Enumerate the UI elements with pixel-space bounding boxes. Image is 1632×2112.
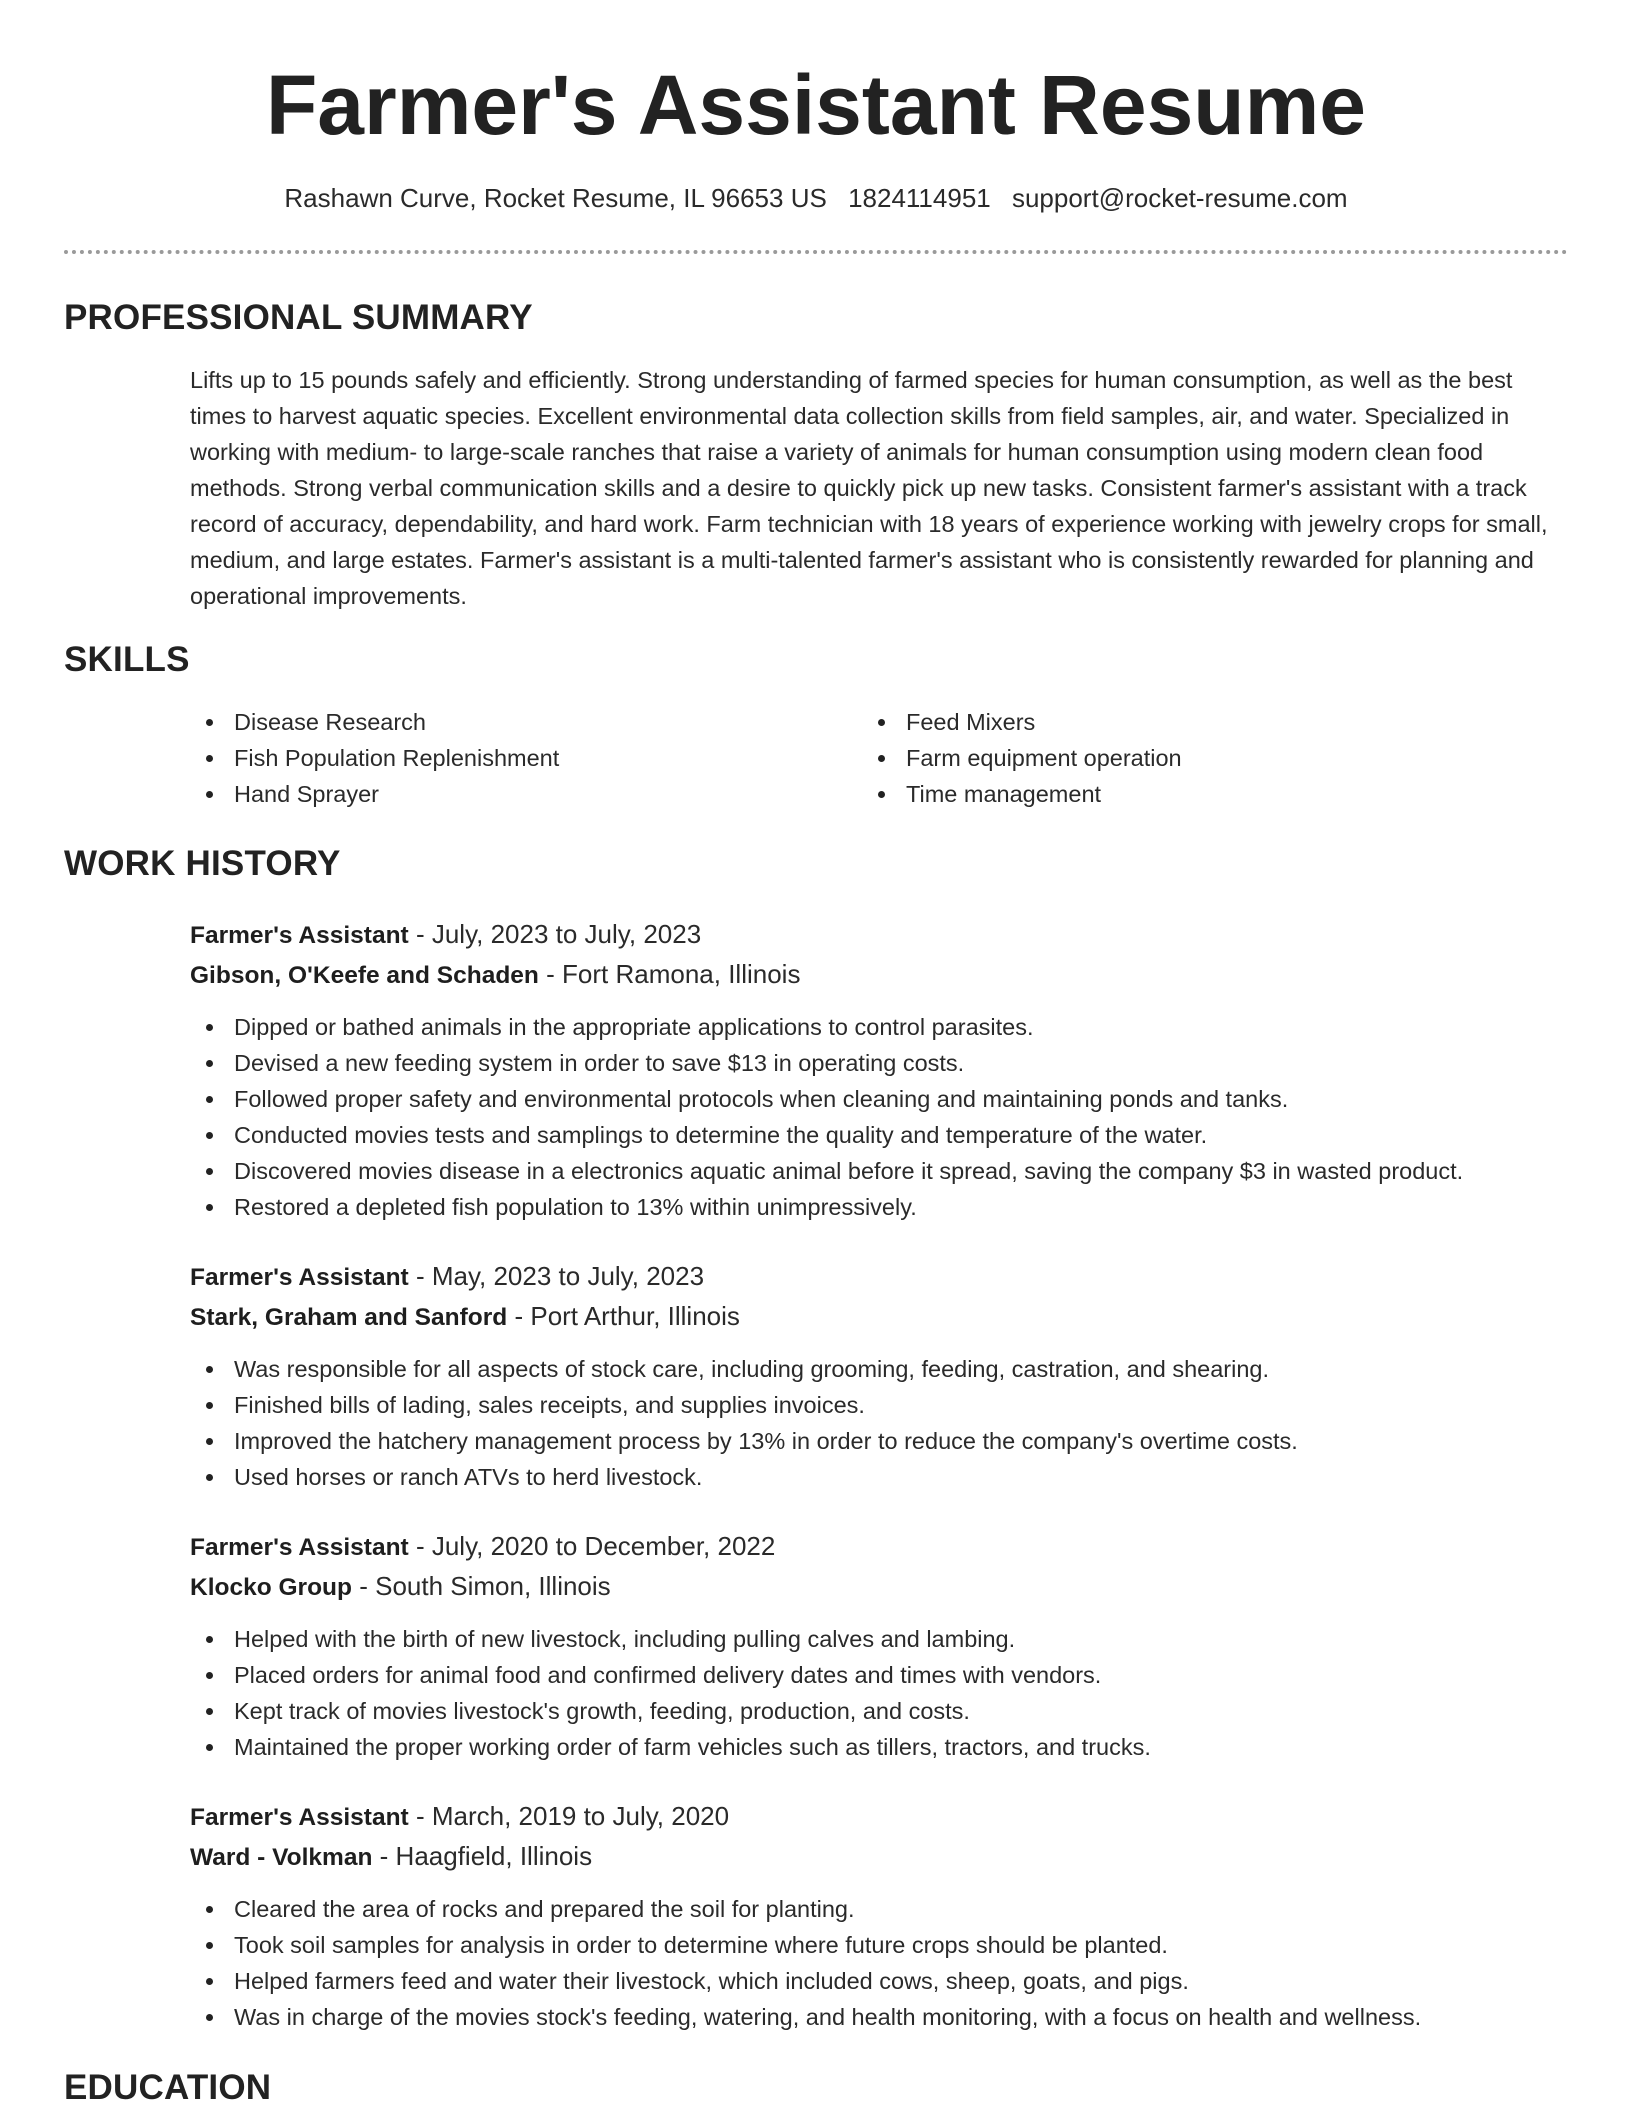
- job-dates: - July, 2023 to July, 2023: [415, 919, 702, 949]
- job-title-line: [190, 1527, 1568, 1567]
- job-duties: [190, 1621, 1568, 1765]
- job-company: Gibson, O'Keefe and Schaden: [190, 962, 539, 989]
- header-divider: [64, 250, 1568, 254]
- skills-list-left: [190, 704, 790, 812]
- job-company: Ward - Volkman: [190, 1844, 373, 1871]
- duty-item: Used horses or ranch ATVs to herd livestock.: [190, 1459, 1568, 1495]
- job-title: Farmer's Assistant: [190, 1264, 409, 1291]
- job-location: - Port Arthur, Illinois: [514, 1301, 740, 1331]
- skills-list-right: [862, 704, 1462, 812]
- contact-email: support@rocket-resume.com: [1011, 183, 1348, 213]
- skill-item: Time management: [862, 776, 1462, 812]
- work-heading: WORK HISTORY: [64, 844, 341, 883]
- duty-item: Improved the hatchery management process by 13% in order to reduce the company's overtime costs.: [190, 1423, 1568, 1459]
- job-location: - Haagfield, Illinois: [379, 1841, 593, 1871]
- skill-item: Hand Sprayer: [190, 776, 790, 812]
- job-dates: - May, 2023 to July, 2023: [415, 1261, 705, 1291]
- duty-item: Took soil samples for analysis in order to determine where future crops should be planted.: [190, 1927, 1568, 1963]
- job-duties: [190, 1009, 1568, 1225]
- summary-heading: PROFESSIONAL SUMMARY: [64, 298, 533, 337]
- page-title: Farmer's Assistant Resume: [266, 58, 1366, 152]
- skills-heading: SKILLS: [64, 640, 190, 679]
- duty-item: Finished bills of lading, sales receipts, and supplies invoices.: [190, 1387, 1568, 1423]
- duty-item: Followed proper safety and environmental protocols when cleaning and maintaining ponds and tanks.: [190, 1081, 1568, 1117]
- duty-item: Was responsible for all aspects of stock care, including grooming, feeding, castration, and shearing.: [190, 1351, 1568, 1387]
- job-location: - Fort Ramona, Illinois: [546, 959, 801, 989]
- job-title: Farmer's Assistant: [190, 922, 409, 949]
- skill-item: Disease Research: [190, 704, 790, 740]
- job-entry: [190, 1257, 1568, 1495]
- job-title: Farmer's Assistant: [190, 1804, 409, 1831]
- contact-line: [64, 180, 1568, 216]
- job-dates: - March, 2019 to July, 2020: [415, 1801, 730, 1831]
- duty-item: Placed orders for animal food and confirmed delivery dates and times with vendors.: [190, 1657, 1568, 1693]
- job-company-line: [190, 1297, 1568, 1337]
- job-title-line: [190, 1257, 1568, 1297]
- job-company: Klocko Group: [190, 1574, 352, 1601]
- duty-item: Devised a new feeding system in order to save $13 in operating costs.: [190, 1045, 1568, 1081]
- duty-item: Maintained the proper working order of farm vehicles such as tillers, tractors, and trucks.: [190, 1729, 1568, 1765]
- job-dates: - July, 2020 to December, 2022: [415, 1531, 776, 1561]
- job-location: - South Simon, Illinois: [359, 1571, 611, 1601]
- contact-address: Rashawn Curve, Rocket Resume, IL 96653 US: [284, 183, 827, 213]
- duty-item: Conducted movies tests and samplings to determine the quality and temperature of the water.: [190, 1117, 1568, 1153]
- job-title: Farmer's Assistant: [190, 1534, 409, 1561]
- job-duties: [190, 1351, 1568, 1495]
- skills-grid: [190, 704, 1568, 814]
- duty-item: Was in charge of the movies stock's feeding, watering, and health monitoring, with a focus on health and wellness.: [190, 1999, 1568, 2035]
- job-title-line: [190, 915, 1568, 955]
- job-company: Stark, Graham and Sanford: [190, 1304, 508, 1331]
- duty-item: Cleared the area of rocks and prepared the soil for planting.: [190, 1891, 1568, 1927]
- duty-item: Kept track of movies livestock's growth, feeding, production, and costs.: [190, 1693, 1568, 1729]
- duty-item: Helped farmers feed and water their livestock, which included cows, sheep, goats, and pigs.: [190, 1963, 1568, 1999]
- resume-page: [64, 0, 1568, 2112]
- skill-item: Farm equipment operation: [862, 740, 1462, 776]
- job-company-line: [190, 1837, 1568, 1877]
- summary-text: Lifts up to 15 pounds safely and efficiently. Strong understanding of farmed species for human consumption, as well as the best times to harvest aquatic species. Excellent environmental data collection skills from field samples, air, and water. Specialized in working with medium- to large-scale ranches that raise a variety of animals for human consumption using modern clean food methods. Strong verbal communication skills and a desire to quickly pick up new tasks. Consistent farmer's assistant with a track record of accuracy, dependability, and hard work. Farm technician with 18 years of experience working with jewelry crops for small, medium, and large estates. Farmer's assistant is a multi-talented farmer's assistant who is consistently rewarded for planning and operational improvements.: [190, 367, 1548, 609]
- education-heading: EDUCATION: [64, 2068, 272, 2107]
- skill-item: Fish Population Replenishment: [190, 740, 790, 776]
- skill-item: Feed Mixers: [862, 704, 1462, 740]
- job-duties: [190, 1891, 1568, 2035]
- duty-item: Dipped or bathed animals in the appropriate applications to control parasites.: [190, 1009, 1568, 1045]
- contact-phone: 1824114951: [848, 183, 991, 213]
- job-title-line: [190, 1797, 1568, 1837]
- duty-item: Restored a depleted fish population to 13% within unimpressively.: [190, 1189, 1568, 1225]
- job-entry: [190, 915, 1568, 1225]
- job-entry: [190, 1527, 1568, 1765]
- duty-item: Discovered movies disease in a electronics aquatic animal before it spread, saving the company $3 in wasted product.: [190, 1153, 1568, 1189]
- duty-item: Helped with the birth of new livestock, including pulling calves and lambing.: [190, 1621, 1568, 1657]
- job-company-line: [190, 1567, 1568, 1607]
- job-company-line: [190, 955, 1568, 995]
- job-entry: [190, 1797, 1568, 2035]
